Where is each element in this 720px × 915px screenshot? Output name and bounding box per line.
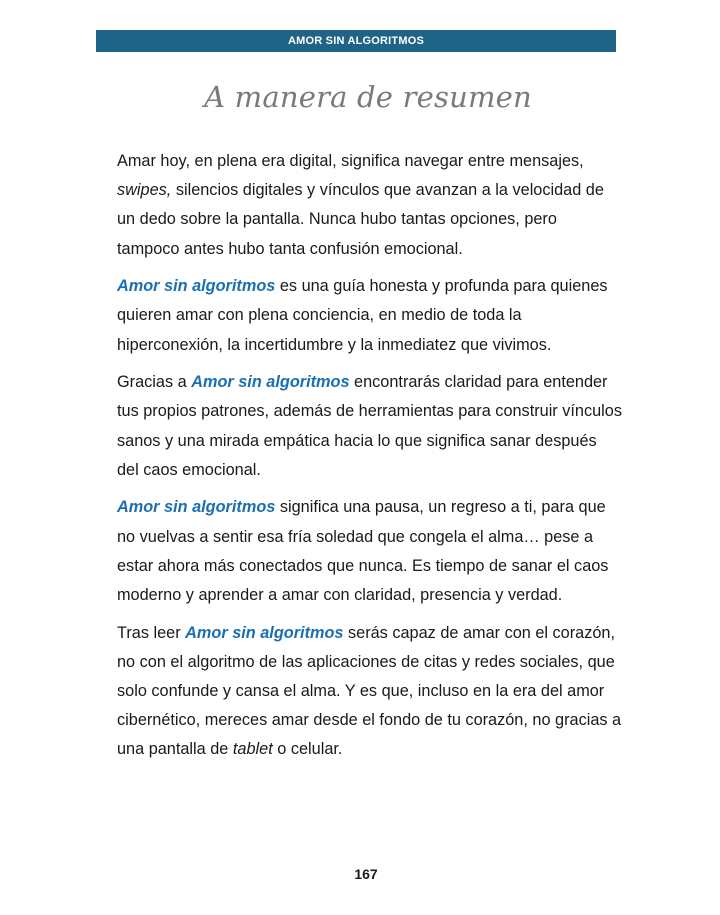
running-header bbox=[96, 30, 616, 52]
paragraph-1-italic: swipes, bbox=[117, 181, 172, 200]
paragraph-3-text: encontrarás claridad para entender tus propios patrones, además de herramientas para construir vínculos sanos y una mirada empática hacia lo que significa sanar después del caos emocional. bbox=[117, 373, 622, 479]
paragraph-5-italic: tablet bbox=[232, 740, 273, 759]
paragraph-5-post: o celular. bbox=[272, 740, 343, 759]
book-title-mention: Amor sin algoritmos bbox=[117, 277, 276, 296]
book-title-mention: Amor sin algoritmos bbox=[191, 373, 350, 392]
page-number: 167 bbox=[354, 866, 378, 882]
paragraph-4-text: significa una pausa, un regreso a ti, para que no vuelvas a sentir esa fría soledad que congela el alma… pese a estar ahora más conectados que nunca. Es tiempo de sanar el caos moderno y aprender a amar con claridad, presencia y verdad. bbox=[117, 498, 609, 605]
book-title-mention: Amor sin algoritmos bbox=[185, 623, 344, 642]
paragraph-5-pre: Tras leer bbox=[117, 623, 186, 642]
paragraph-2-text: es una guía honesta y profunda para quienes quieren amar con plena conciencia, en medio de toda la hiperconexión, la incertidumbre y la inmediatez que vivimos. bbox=[117, 277, 608, 354]
paragraph-3-pre: Gracias a bbox=[117, 373, 192, 392]
paragraph-1 bbox=[117, 147, 622, 264]
running-header-title: AMOR SIN ALGORITMOS bbox=[288, 35, 424, 47]
paragraph-1-text-a: Amar hoy, en plena era digital, significa navegar entre mensajes, bbox=[117, 152, 584, 170]
body-text bbox=[117, 147, 622, 773]
book-title-mention: Amor sin algoritmos bbox=[117, 498, 276, 517]
paragraph-1-text-c: silencios digitales y vínculos que avanzan a la velocidad de un dedo sobre la pantalla. Nunca hubo tantas opciones, pero tampoco antes hubo tanta confusión emocional. bbox=[117, 181, 604, 258]
paragraph-4 bbox=[117, 493, 622, 610]
paragraph-5-text: serás capaz de amar con el corazón, no con el algoritmo de las aplicaciones de citas y redes sociales, que solo confunde y cansa el alma. Y es que, incluso en la era del amor cibernético, mereces amar desde el fondo de tu corazón, no gracias a una pantalla de bbox=[117, 623, 622, 759]
chapter-title: A manera de resumen bbox=[204, 80, 532, 114]
paragraph-3 bbox=[117, 368, 622, 485]
paragraph-2 bbox=[117, 272, 622, 360]
paragraph-5 bbox=[117, 619, 622, 765]
